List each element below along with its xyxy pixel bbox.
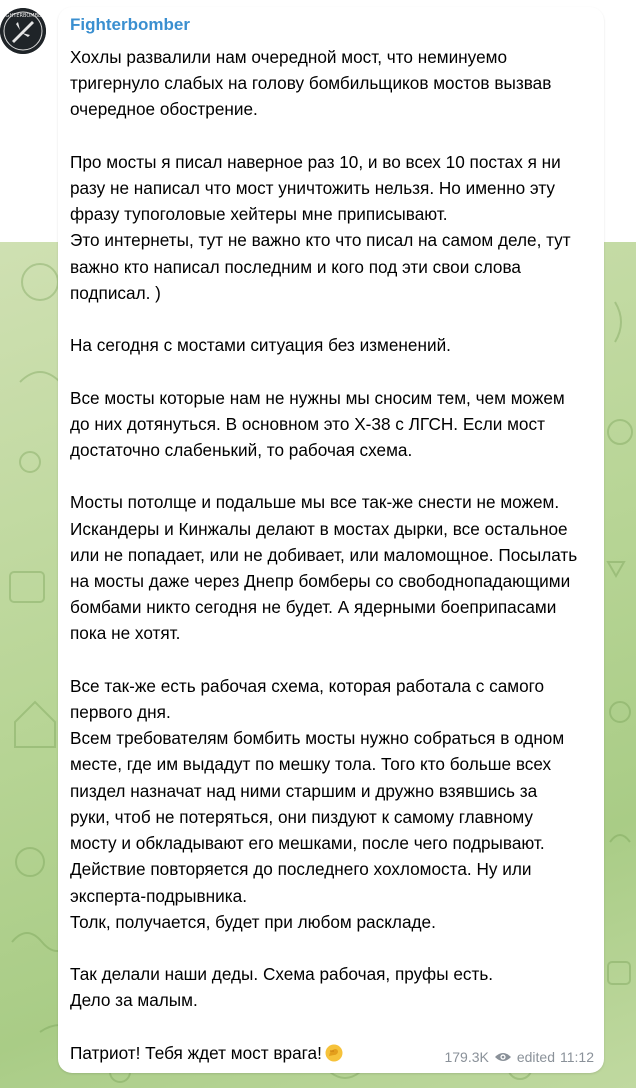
message-bubble [58,7,604,1073]
flexed-biceps-emoji [325,1043,343,1061]
fighterbomber-avatar-icon [0,8,46,54]
eye-icon [494,1051,512,1063]
message-text [70,44,600,1066]
edited-label: edited [516,1049,555,1065]
channel-name[interactable]: Fighterbomber [70,15,190,34]
views-count: 179.3K [444,1049,489,1065]
message-body: Хохлы развалили нам очередной мост, что неминуемо тригернуло слабых на голову бомбильщиков мостов вызвав очередное обострение. Про мосты я писал наверное раз 10, и во всех 10 постах я ни разу не написал что мост уничтожить нельзя. Но именно эту фразу тупоголовые хейтеры мне приписывают. Это интернеты, тут не важно кто что писал на самом деле, тут важно кто написал последним и кого под эти свои слова подписал. ) На сегодня с мостами ситуация без изменений. Все мосты которые нам не нужны мы сносим тем, чем можем до них дотянуться. В основном это Х-38 с ЛГСН. Если мост достаточно слабенький, то рабочая схема. Мосты потолще и подальше мы все так-же снести не можем. Искандеры и Кинжалы делают в мостах дырки, все остальное или не попадает, или не добивает, или маломощное. Посылать на мосты даже через Днепр бомберы со свободнопадающими бомбами никто сегодня не будет. А ядерными боеприпасами пока не хотят. Все так-же есть рабочая схема, которая работала с самого первого дня. Всем требователям бомбить мосты нужно собраться в одном месте, где им выдадут по мешку тола. Того кто больше всех пиздел назначат над ними старшим и дружно взявшись за руки, чтоб не потеряться, они пиздуют к самому главному мосту и обкладывают его мешками, после чего подрывают. Действие повторяется до последнего хохломоста. Ну или эксперта-подрывника. Толк, получается, будет при любом раскладе. Так делали наши деды. Схема рабочая, пруфы есть. Дело за малым. Патриот! Тебя ждет мост врага! [70,47,578,1063]
message-meta [444,1049,594,1065]
svg-text:FIGHTERBOMBER: FIGHTERBOMBER [1,13,45,19]
flexed-biceps-icon [325,1044,343,1062]
message-time: 11:12 [560,1049,594,1065]
channel-avatar[interactable] [0,8,46,54]
